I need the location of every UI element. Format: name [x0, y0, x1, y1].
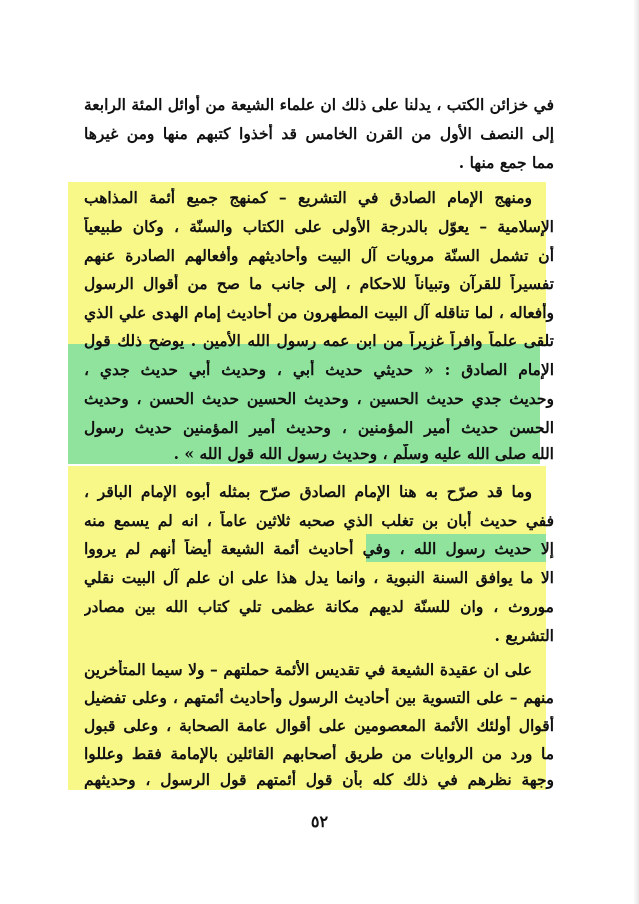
text-line: إلا حديث رسول الله ، وفي أحاديث أئمة الشيعة أيضاً أنهم لم يرووا [84, 539, 554, 558]
text-line: ففي حديث أبان بن تغلب الذي صحبه ثلاثين عاماً ، انه لم يسمع منه [84, 511, 554, 530]
text-line: أن تشمل السنّة مرويات آل البيت وأحاديثهم وأفعالهم الصادرة عنهم [84, 246, 554, 265]
text-line: الحسن حديث أمير المؤمنين ، وحديث أمير المؤمنين حديث رسول [84, 418, 554, 437]
text-line: الإمام الصادق : « حديثي حديث أبي ، وحديث أبي حديث جدي ، [84, 360, 554, 379]
text-line: تلقى علماً وافراً غزيراً من ابن عمه رسول الله الأمين . يوضح ذلك قول [84, 331, 554, 350]
text-line: مما جمع منها . [458, 153, 554, 172]
text-line: وحديث جدي حديث الحسين ، وحديث الحسين حديث الحسن ، وحديث [84, 389, 554, 408]
text-line: الله صلى الله عليه وسلّم ، وحديث رسول الله قول الله » . [173, 444, 554, 463]
scan-edge [633, 0, 639, 904]
text-line: ومنهج الإمام الصادق في التشريع – كمنهج جميع أئمة المذاهب [84, 188, 532, 207]
text-line: إلى النصف الأول من القرن الخامس قد أخذوا كتبهم منها ومن غيرها [84, 124, 554, 143]
text-line: منهم – على التسوية بين أحاديث الرسول وأحاديث أئمتهم ، وعلى تفضيل [84, 688, 554, 707]
text-line: تفسيراً للقرآن وتبياناً للاحكام ، إلى جانب ما صح من أقوال الرسول [84, 274, 554, 293]
text-line: الإسلامية – يعوّل بالدرجة الأولى على الكتاب والسنّة ، وكان طبيعياً [84, 217, 554, 236]
text-line: وأفعاله ، لما تناقله آل البيت المطهرون من أحاديث إمام الهدى علي الذي [84, 303, 554, 322]
text-line: الا ما يوافق السنة النبوية ، وانما يدل هذا على ان علم آل البيت نقلي [84, 568, 554, 587]
text-line: على ان عقيدة الشيعة في تقديس الأئمة حملتهم – ولا سيما المتأخرين [84, 660, 532, 679]
text-line: وجهة نظرهم في ذلك كله بأن قول أئمتهم قول الرسول ، وحديثهم [84, 770, 554, 789]
text-line: التشريع . [494, 626, 554, 645]
text-line: وما قد صرّح به هنا الإمام الصادق صرّح بمثله أبوه الإمام الباقر ، [84, 482, 532, 501]
text-line: أقوال أولئك الأئمة المعصومين على أقوال عامة الصحابة ، وعلى قبول [84, 716, 554, 735]
text-line: في خزائن الكتب ، يدلنا على ذلك ان علماء الشيعة من أوائل المئة الرابعة [84, 95, 554, 114]
page-number: ٥٢ [310, 812, 329, 831]
text-line: ما ورد من الروايات من طريق أصحابهم القائلين بالإمامة فقط وعللوا [84, 744, 554, 763]
text-line: موروث ، وان للسنّة لديهم مكانة عظمى تلي كتاب الله بين مصادر [84, 597, 554, 616]
